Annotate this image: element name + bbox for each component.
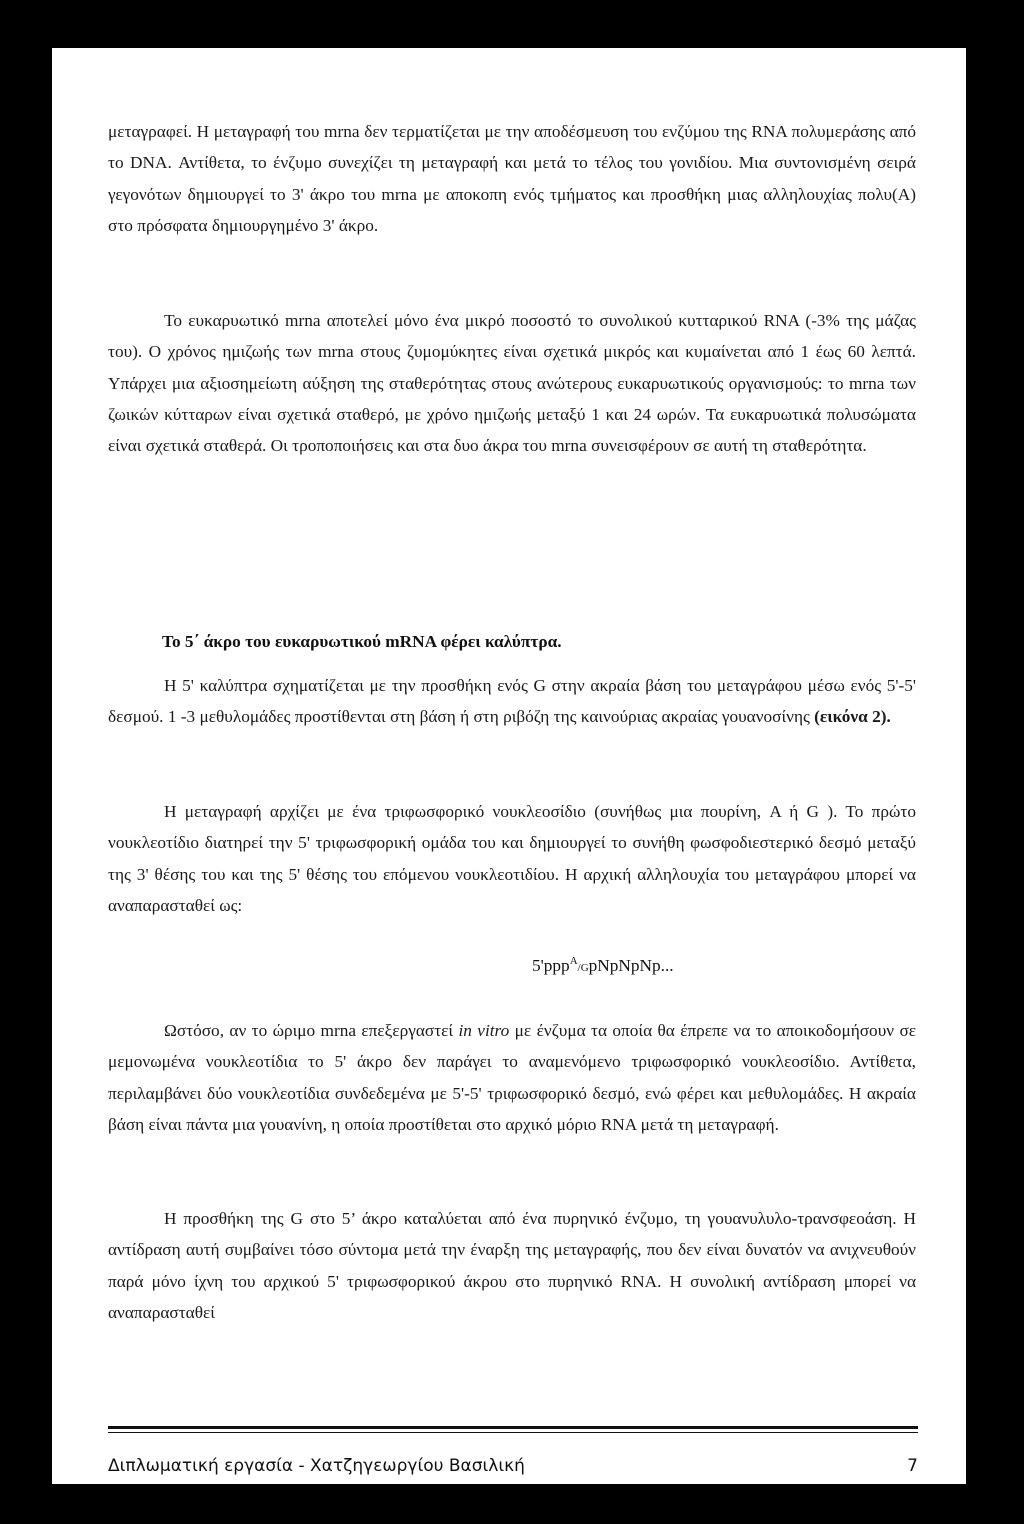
paragraph-in-vitro <box>108 1015 916 1140</box>
footer-divider <box>108 1426 918 1429</box>
paragraph-text: Το ευκαρυωτικό mrna αποτελεί μόνο ένα μικρό ποσοστό το συνολικού κυτταρικού RNA (-3% της μάζας του). Ο χρόνος ημιζωής των mrna στους ζυμομύκητες είναι σχετικά μικρός και κυμαίνεται από 1 έως 60 λεπτά. Υπάρχει μια αξιοσημείωτη αύξηση της σταθερότητας στους ανώτερους ευκαρυωτικούς οργανισμούς: το mrna των ζωικών κύτταρων είναι σχετικά σταθερό, με χρόνο ημιζωής μεταξύ 1 και 24 ωρών. Τα ευκαρυωτικά πολυσώματα είναι σχετικά σταθερά. Οι τροποποιήσεις και στα δυο άκρα του mrna συνεισφέρουν σε αυτή τη σταθερότητα. <box>108 311 916 456</box>
formula-prefix: 5'ppp <box>532 956 570 975</box>
paragraph-cap-formation <box>108 670 916 733</box>
formula-suffix: pNpNpNp... <box>588 956 674 975</box>
paragraph-text: Η 5' καλύπτρα σχηματίζεται με την προσθήκη ενός G στην ακραία βάση του μεταγράφου μέσω ενός 5'-5' δεσμού. 1 -3 μεθυλομάδες προστίθενται στη βάση ή στη ριβόζη της καινούριας ακραίας γουανοσίνης <box>108 676 916 727</box>
paragraph-text: με ένζυμα τα οποία θα έπρεπε να το αποικοδομήσουν σε μεμονωμένα νουκλεοτίδια το 5' άκρο δεν παράγει το αναμενόμενο τριφωσφορικό νουκλεοσίδιο. Αντίθετα, περιλαμβάνει δύο νουκλεοτίδια συνδεδεμένα με 5'-5' τριφωσφορικό δεσμό, ενώ φέρει και μεθυλομάδες. Η ακραία βάση είναι πάντα μια γουανίνη, η οποία προστίθεται στο αρχικό μόριο RNA μετά τη μεταγραφή. <box>108 1021 917 1134</box>
page-number: 7 <box>907 1456 918 1476</box>
figure-reference: (εικόνα 2). <box>814 707 891 727</box>
footer-divider-thin <box>108 1432 918 1433</box>
document-page <box>52 48 966 1484</box>
paragraph-transcription-start <box>108 796 916 921</box>
paragraph-text: μεταγραφεί. Η μεταγραφή του mrna δεν τερματίζεται με την αποδέσμευση του ενζύμου της RNA πολυμεράσης από το DNA. Αντίθετα, το ένζυμο συνεχίζει τη μεταγραφή και μετά το τέλος του γονιδίου. Μια συντονισμένη σειρά γεγονότων δημιουργεί το 3' άκρο του mrna με αποκοπη ενός τμήματος και προσθήκη μιας αλληλουχίας πολυ(A) στο πρόσφατα δημιουργημένο 3' άκρο. <box>108 122 916 235</box>
paragraph-text: Ωστόσο, αν το ώριμο mrna επεξεργαστεί <box>164 1021 459 1040</box>
paragraph-text: Η μεταγραφή αρχίζει με ένα τριφωσφορικό νουκλεοσίδιο (συνήθως μια πουρίνη, A ή G ). Το πρώτο νουκλεοτίδιο διατηρεί την 5' τριφωσφορική ομάδα του και δημιουργεί το συνήθη φωσφοδιεστερικό δεσμό μεταξύ της 3' θέσης του και της 5' θέσης του επόμενου νουκλεοτιδίου. Η αρχική αλληλουχία του μεταγράφου μπορεί να αναπαρασταθεί ως: <box>108 802 916 915</box>
paragraph-mrna-stability <box>108 305 916 461</box>
formula-superscript: A <box>569 955 578 967</box>
paragraph-guanylyltransferase <box>108 1203 916 1328</box>
sequence-formula <box>532 955 674 976</box>
footer-author: Διπλωματική εργασία - Χατζηγεωργίου Βασιλική <box>108 1456 525 1476</box>
formula-slash-g: /G <box>577 962 589 974</box>
paragraph-transcription-end <box>108 116 916 241</box>
paragraph-text: Η προσθήκη της G στο 5’ άκρο καταλύεται από ένα πυρηνικό ένζυμο, τη γουανυλυλο-τρανσφεοάση. Η αντίδραση αυτή συμβαίνει τόσο σύντομα μετά την έναρξη της μεταγραφής, που δεν είναι δυνατόν να ανιχνευθούν παρά μόνο ίχνη του αρχικού 5' τριφωσφορικού άκρου στο πυρηνικό RNA. Η συνολική αντίδραση μπορεί να αναπαρασταθεί <box>108 1209 916 1322</box>
italic-term: in vitro <box>458 1021 510 1040</box>
page-footer <box>108 1456 918 1476</box>
section-heading: Το 5΄ άκρο του ευκαρυωτικού mRNA φέρει καλύπτρα. <box>162 632 562 651</box>
